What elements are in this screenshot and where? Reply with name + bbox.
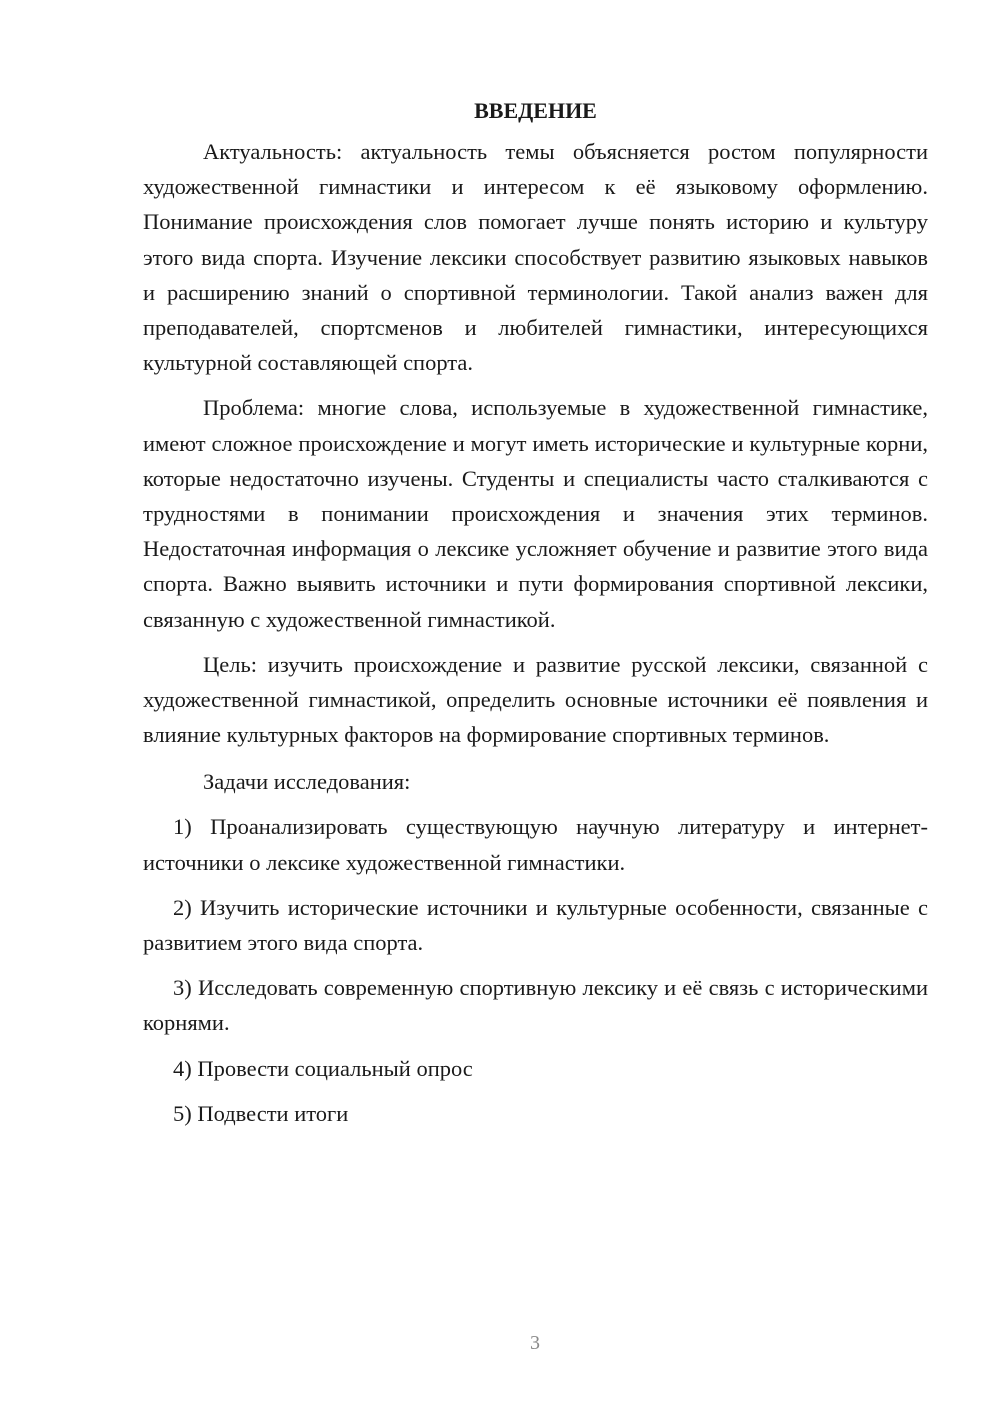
task-item-2: 2) Изучить исторические источники и культурные особенности, связанные с развитием этого вида спорта. xyxy=(143,894,928,956)
page-content xyxy=(143,94,928,1131)
task-item-3: 3) Исследовать современную спортивную лексику и её связь с историческими корнями. xyxy=(143,975,928,1036)
section-heading: ВВЕДЕНИЕ xyxy=(474,98,597,123)
paragraph-relevance: Актуальность: актуальность темы объясняется ростом популярности художественной гимнастики и интересом к её языковому оформлению. Понимание происхождения слов помогает лучше понять историю и культуру этого вида спорта. Изучение лексики способствует развитию языковых навыков и расширению знаний о спортивной терминологии. Такой анализ важен для преподавателей, спортсменов и любителей гимнастики, интересующихся культурной составляющей спорта. xyxy=(143,139,928,376)
paragraph-goal: Цель: изучить происхождение и развитие русской лексики, связанной с художественной гимнастикой, определить основные источники её появления и влияние культурных факторов на формирование спортивных терминов. xyxy=(143,651,928,748)
task-item-1: 1) Проанализировать существующую научную литературу и интернет-источники о лексике художественной гимнастики. xyxy=(143,814,928,875)
page-number: 3 xyxy=(530,1332,540,1354)
task-item-4: 4) Провести социальный опрос xyxy=(173,1055,473,1081)
paragraph-problem: Проблема: многие слова, используемые в художественной гимнастике, имеют сложное происхождение и могут иметь исторические и культурные корни, которые недостаточно изучены. Студенты и специалисты часто сталкиваются с трудностями в понимании происхождения и значения этих терминов. Недостаточная информация о лексике усложняет обучение и развитие этого вида спорта. Важно выявить источники и пути формирования спортивной лексики, связанную с художественной гимнастикой. xyxy=(143,395,928,632)
task-item-5: 5) Подвести итоги xyxy=(173,1100,349,1126)
tasks-title: Задачи исследования: xyxy=(203,769,411,795)
